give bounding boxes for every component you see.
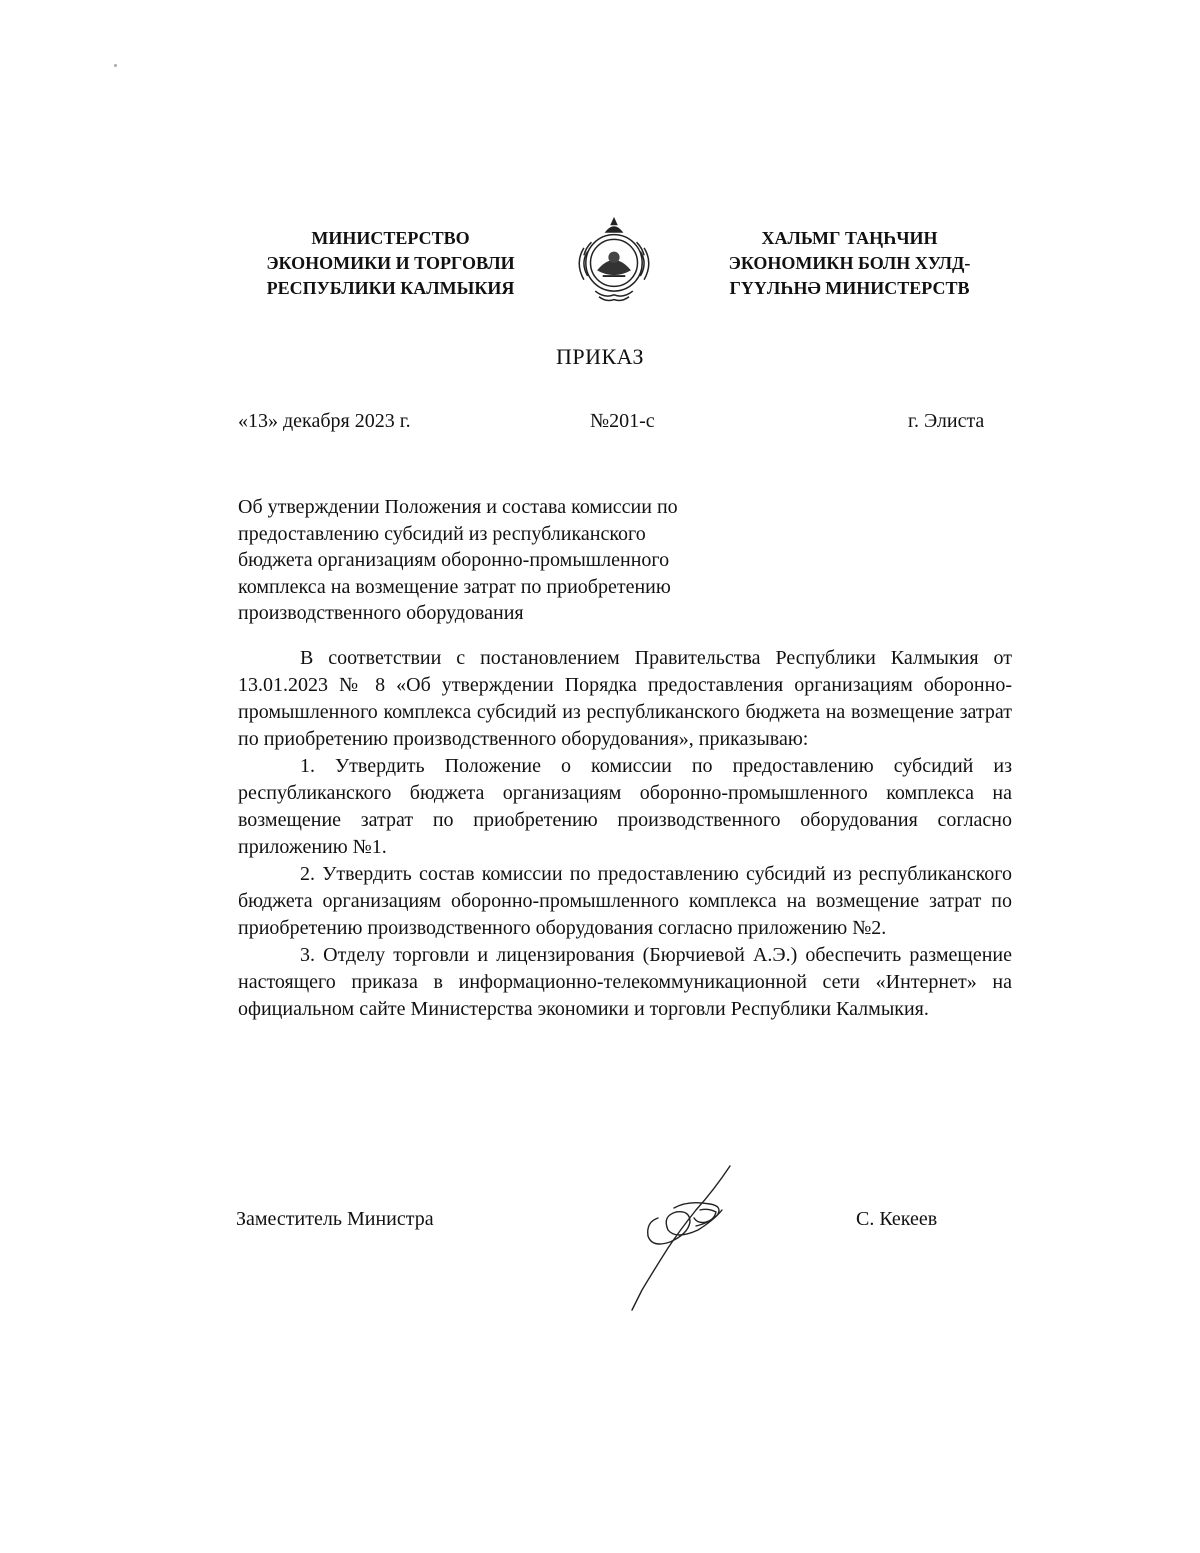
subject-line: Об утверждении Положения и состава комиссии по [238,496,678,518]
order-date: «13» декабря 2023 г. [238,410,411,432]
kalmykia-coat-of-arms-icon [567,214,661,308]
subject-line: бюджета организациям оборонно-промышленного [238,549,670,571]
preamble-paragraph: В соответствии с постановлением Правительства Республики Калмыкия от 13.01.2023 № 8 «Об утверждении Порядка предоставления организациям оборонно-промышленного комплекса субсидий из республиканского бюджета на возмещение затрат по приобретению производственного оборудования», приказываю: [238,647,1012,750]
subject-line: предоставлению субсидий из республиканского [238,522,646,545]
handwritten-signature [618,1160,748,1320]
ministry-name-kalmyk [722,226,977,301]
subject-line: производственного оборудования [238,602,524,624]
ministry-name-line: ЭКОНОМИКИ И ТОРГОВЛИ [266,253,515,273]
order-subject [238,494,758,627]
order-city: г. Элиста [908,410,985,432]
ministry-name-line: МИНИСТЕРСТВО [311,228,470,248]
scan-speck [114,64,117,67]
signatory-name: С. Кекеев [856,1208,938,1230]
order-item-3: 3. Отделу торговли и лицензирования (Бюрчиевой А.Э.) обеспечить размещение настоящего приказа в информационно-телекоммуникационной сети «Интернет» на официальном сайте Министерства экономики и торговли Республики Калмыкия. [238,944,1012,1020]
order-item-2: 2. Утвердить состав комиссии по предоставлению субсидий из республиканского бюджета организациям оборонно-промышленного комплекса на возмещение затрат по приобретению производственного оборудования согласно приложению №2. [238,863,1012,939]
order-item-1: 1. Утвердить Положение о комиссии по предоставлению субсидий из республиканского бюджета организациям оборонно-промышленного комплекса на возмещение затрат по приобретению производственного оборудования согласно приложению №1. [238,755,1012,858]
ministry-name-line: РЕСПУБЛИКИ КАЛМЫКИЯ [266,278,515,298]
document-type: ПРИКАЗ [555,344,645,369]
ministry-name-russian [258,226,523,301]
subject-line: комплекса на возмещение затрат по приобретению [238,575,671,598]
ministry-name-line: ЭКОНОМИКН БОЛН ХУЛД- [728,253,971,273]
ministry-name-line: ГҮҮЛҺНӘ МИНИСТЕРСТВ [729,278,970,298]
signatory-title: Заместитель Министра [236,1208,434,1230]
ministry-name-line: ХАЛЬМГ ТАҢҺЧИН [761,228,938,248]
order-number: №201-с [590,410,655,432]
order-body [238,645,1012,1023]
